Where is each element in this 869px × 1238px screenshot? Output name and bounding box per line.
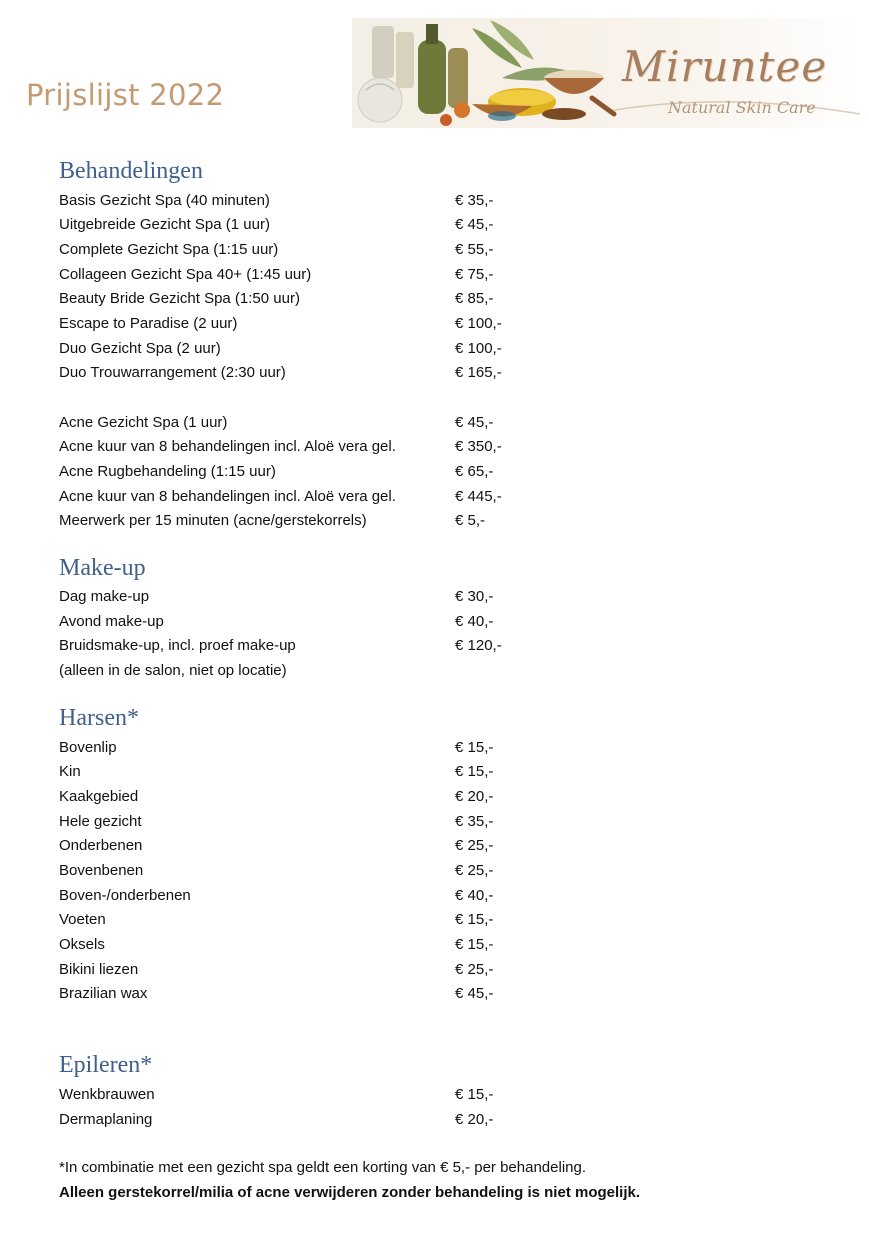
price-row bbox=[59, 192, 619, 214]
removal-policy-note: Alleen gerstekorrel/milia of acne verwijderen zonder behandeling is niet mogelijk. bbox=[59, 1184, 641, 1201]
treatment-label: Complete Gezicht Spa (1:15 uur) bbox=[59, 241, 279, 258]
treatment-price: € 15,- bbox=[455, 936, 494, 953]
treatment-label: Dag make-up bbox=[59, 588, 150, 605]
treatment-label: Uitgebreide Gezicht Spa (1 uur) bbox=[59, 216, 270, 233]
treatment-price: € 75,- bbox=[455, 266, 494, 283]
price-row bbox=[59, 364, 619, 386]
price-row bbox=[59, 637, 619, 659]
treatment-label: Bovenlip bbox=[59, 739, 117, 756]
section-heading-behandelingen: Behandelingen bbox=[59, 158, 203, 184]
price-row bbox=[59, 813, 619, 835]
treatment-price: € 15,- bbox=[455, 911, 494, 928]
price-row bbox=[59, 512, 619, 534]
treatment-label: Kaakgebied bbox=[59, 788, 139, 805]
treatment-price: € 445,- bbox=[455, 488, 502, 505]
treatment-label: Dermaplaning bbox=[59, 1111, 153, 1128]
treatment-label: Avond make-up bbox=[59, 613, 164, 630]
price-row bbox=[59, 488, 619, 510]
section-heading-epileren: Epileren* bbox=[59, 1052, 153, 1078]
price-row bbox=[59, 216, 619, 238]
price-row bbox=[59, 241, 619, 263]
price-row bbox=[59, 438, 619, 460]
treatment-label: Boven-/onderbenen bbox=[59, 887, 191, 904]
treatment-price: € 35,- bbox=[455, 813, 494, 830]
treatment-label: Acne Rugbehandeling (1:15 uur) bbox=[59, 463, 276, 480]
price-row bbox=[59, 290, 619, 312]
treatment-price: € 40,- bbox=[455, 887, 494, 904]
treatment-label: Hele gezicht bbox=[59, 813, 142, 830]
price-row bbox=[59, 1086, 619, 1108]
price-row bbox=[59, 613, 619, 635]
price-row bbox=[59, 739, 619, 761]
treatment-label: Brazilian wax bbox=[59, 985, 148, 1002]
treatment-label: Wenkbrauwen bbox=[59, 1086, 155, 1103]
price-row bbox=[59, 788, 619, 810]
treatment-price: € 25,- bbox=[455, 837, 494, 854]
treatment-price: € 15,- bbox=[455, 739, 494, 756]
price-row bbox=[59, 588, 619, 610]
price-row bbox=[59, 1111, 619, 1133]
treatment-label: Kin bbox=[59, 763, 81, 780]
treatment-label: Beauty Bride Gezicht Spa (1:50 uur) bbox=[59, 290, 300, 307]
discount-footnote: *In combinatie met een gezicht spa geldt een korting van € 5,- per behandeling. bbox=[59, 1159, 587, 1176]
price-row bbox=[59, 936, 619, 958]
price-row bbox=[59, 887, 619, 909]
treatment-label: Basis Gezicht Spa (40 minuten) bbox=[59, 192, 270, 209]
price-row bbox=[59, 463, 619, 485]
treatment-price: € 15,- bbox=[455, 763, 494, 780]
price-row bbox=[59, 315, 619, 337]
price-row bbox=[59, 763, 619, 785]
brand-name: Miruntee bbox=[622, 42, 828, 91]
treatment-price: € 350,- bbox=[455, 438, 502, 455]
treatment-label: Oksels bbox=[59, 936, 105, 953]
brand-tagline: Natural Skin Care bbox=[668, 98, 816, 117]
treatment-price: € 45,- bbox=[455, 216, 494, 233]
treatment-price: € 85,- bbox=[455, 290, 494, 307]
treatment-price: € 100,- bbox=[455, 340, 502, 357]
section-heading-harsen: Harsen* bbox=[59, 705, 139, 731]
treatment-price: € 20,- bbox=[455, 1111, 494, 1128]
price-row bbox=[59, 414, 619, 436]
price-row bbox=[59, 961, 619, 983]
treatment-price: € 45,- bbox=[455, 985, 494, 1002]
page-title: Prijslijst 2022 bbox=[26, 78, 225, 112]
price-row bbox=[59, 862, 619, 884]
price-row bbox=[59, 340, 619, 362]
brand-logo bbox=[352, 18, 860, 128]
treatment-label: Onderbenen bbox=[59, 837, 143, 854]
price-row bbox=[59, 837, 619, 859]
treatment-price: € 25,- bbox=[455, 961, 494, 978]
treatment-price: € 45,- bbox=[455, 414, 494, 431]
treatment-price: € 20,- bbox=[455, 788, 494, 805]
treatment-price: € 165,- bbox=[455, 364, 502, 381]
treatment-price: € 40,- bbox=[455, 613, 494, 630]
treatment-label: Duo Gezicht Spa (2 uur) bbox=[59, 340, 221, 357]
price-row bbox=[59, 911, 619, 933]
treatment-price: € 30,- bbox=[455, 588, 494, 605]
treatment-price: € 120,- bbox=[455, 637, 502, 654]
treatment-price: € 35,- bbox=[455, 192, 494, 209]
price-row bbox=[59, 266, 619, 288]
treatment-label: Bovenbenen bbox=[59, 862, 144, 879]
treatment-label: Bikini liezen bbox=[59, 961, 139, 978]
treatment-price: € 55,- bbox=[455, 241, 494, 258]
treatment-label: Acne kuur van 8 behandelingen incl. Aloë vera gel. bbox=[59, 488, 396, 505]
treatment-label: Acne kuur van 8 behandelingen incl. Aloë vera gel. bbox=[59, 438, 396, 455]
price-row bbox=[59, 985, 619, 1007]
treatment-label: Voeten bbox=[59, 911, 106, 928]
treatment-price: € 15,- bbox=[455, 1086, 494, 1103]
treatment-price: € 65,- bbox=[455, 463, 494, 480]
treatment-label: Meerwerk per 15 minuten (acne/gerstekorrels) bbox=[59, 512, 367, 529]
treatment-label: Collageen Gezicht Spa 40+ (1:45 uur) bbox=[59, 266, 312, 283]
treatment-label: Acne Gezicht Spa (1 uur) bbox=[59, 414, 228, 431]
section-heading-makeup: Make-up bbox=[59, 555, 146, 581]
treatment-price: € 5,- bbox=[455, 512, 486, 529]
treatment-price: € 25,- bbox=[455, 862, 494, 879]
treatment-label: Bruidsmake-up, incl. proef make-up bbox=[59, 637, 296, 654]
treatment-label: Escape to Paradise (2 uur) bbox=[59, 315, 238, 332]
treatment-price: € 100,- bbox=[455, 315, 502, 332]
treatment-label: Duo Trouwarrangement (2:30 uur) bbox=[59, 364, 286, 381]
makeup-location-note: (alleen in de salon, niet op locatie) bbox=[59, 662, 287, 679]
